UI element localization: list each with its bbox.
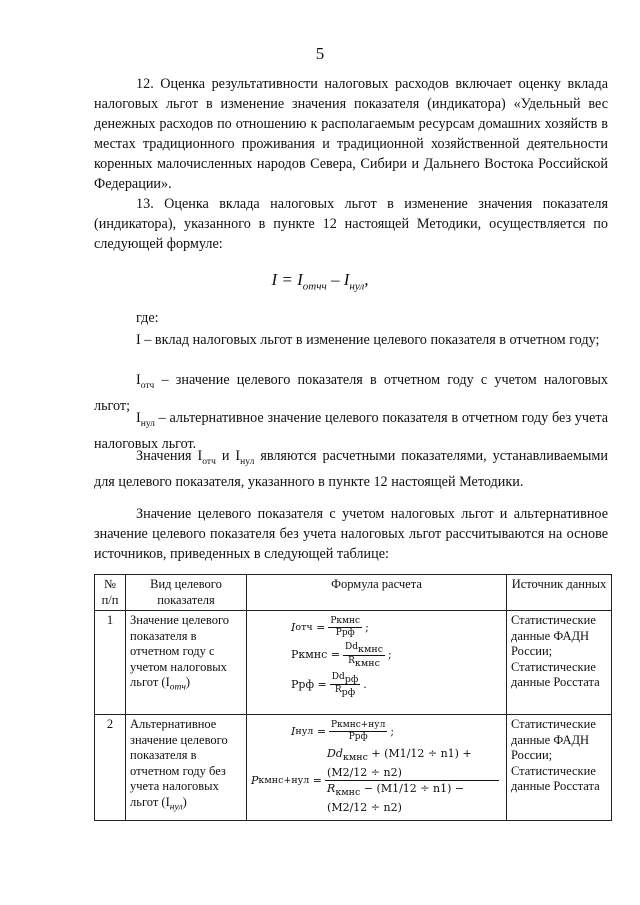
row-formula: [247, 611, 507, 715]
definition-i-nul: $I_{нул}$ – альтернативное значение целевого показателя в отчетном году без учета налоговых льгот.: [94, 410, 608, 452]
definition-i: I – вклад налоговых льгот в изменение целевого показателя в отчетном году;: [136, 332, 600, 348]
data-table: [94, 574, 612, 821]
paragraph-values: Значения $I_{отч}$ и $I_{нул}$ являются расчетными показателями, устанавливаемыми для целевого показателя, указанного в пункте 12 настоящей Методики.: [94, 448, 608, 490]
definition-i-otch: $I_{отч}$ – значение целевого показателя в отчетном году с учетом налоговых льгот;: [94, 372, 608, 414]
row-num: 2: [95, 715, 126, 821]
row-kind: Альтернативное значение целевого показателя в отчетном году без учета налоговых льгот $(I_{нул})$: [126, 715, 247, 821]
fraction: $\frac{Dd_{рф}}{R_{рф}}$: [331, 671, 359, 699]
row-formula: [247, 715, 507, 821]
table-row: [95, 611, 612, 715]
row-source: Статистические данные ФАДН России; Статистические данные Росстата: [507, 715, 612, 821]
fraction: $\frac{Dd_{кмнс}}{R_{кмнс}}$: [345, 642, 384, 669]
paragraph-12: 12. Оценка результативности налоговых расходов включает оценку вклада налоговых льгот в изменение значения показателя (индикатора) «Удельный вес денежных расходов по отношению к располагаемым ресурсам домашних хозяйств в местах традиционного проживания и традиционной хозяйственной деятельности коренных малочисленных народов Севера, Сибири и Дальнего Востока Российской Федерации».: [94, 76, 608, 192]
row-num: 1: [95, 611, 126, 715]
fraction: $\frac{\text{Pкмнс+нул}}{\text{Pрф}}$: [331, 720, 386, 742]
header-kind: Вид целевого показателя: [126, 575, 247, 611]
paragraph-13: 13. Оценка вклада налоговых льгот в изменение значения показателя (индикатора), указанного в пункте 12 настоящей Методики, осуществляется по следующей формуле:: [94, 196, 608, 252]
row-source: Статистические данные ФАДН России; Статистические данные Росстата: [507, 611, 612, 715]
table-row: [95, 715, 612, 821]
row-kind: Значение целевого показателя в отчетном году с учетом налоговых льгот $(I_{отч})$: [126, 611, 247, 715]
page-number: 5: [315, 44, 325, 63]
header-num: № п/п: [95, 575, 126, 611]
header-source: Источник данных: [507, 575, 612, 611]
formula-line: I отч = $\frac{\text{Pкмнс}}{\text{Pрф}}$ ;: [291, 616, 369, 638]
formula-line: I нул = $\frac{\text{Pкмнс+нул}}{\text{Pрф}}$ ;: [291, 720, 395, 742]
formula-line: P кмнс+нул = $\frac{Dd_{кмнс} + (M1/12 \div n1) + (M2/12 \div n2)}{R_{кмнс} - (M1/12 \div n1) - (M2/12 \div n2)}$: [251, 746, 502, 815]
table-header-row: [95, 575, 612, 611]
header-formula: Формула расчета: [247, 575, 507, 611]
where-label: где:: [136, 310, 159, 326]
fraction: $\frac{Dd_{кмнс} + (M1/12 \div n1) + (M2/12 \div n2)}{R_{кмнс} - (M1/12 \div n1) - (M2/12 \div n2)}$: [325, 746, 499, 815]
formula-line: Pкмнс = $\frac{Dd_{кмнс}}{R_{кмнс}}$ ;: [291, 642, 392, 669]
main-formula: $I = I_{отчч} - I_{нул}$,: [271, 270, 369, 293]
fraction: $\frac{\text{Pкмнс}}{\text{Pрф}}$: [330, 616, 361, 638]
paragraph-source: Значение целевого показателя с учетом налоговых льгот и альтернативное значение целевого показателя без учета налоговых льгот рассчитываются на основе источников, приведенных в следующей таблице:: [94, 506, 608, 562]
formula-line: Pрф = $\frac{Dd_{рф}}{R_{рф}}$ .: [291, 671, 367, 699]
